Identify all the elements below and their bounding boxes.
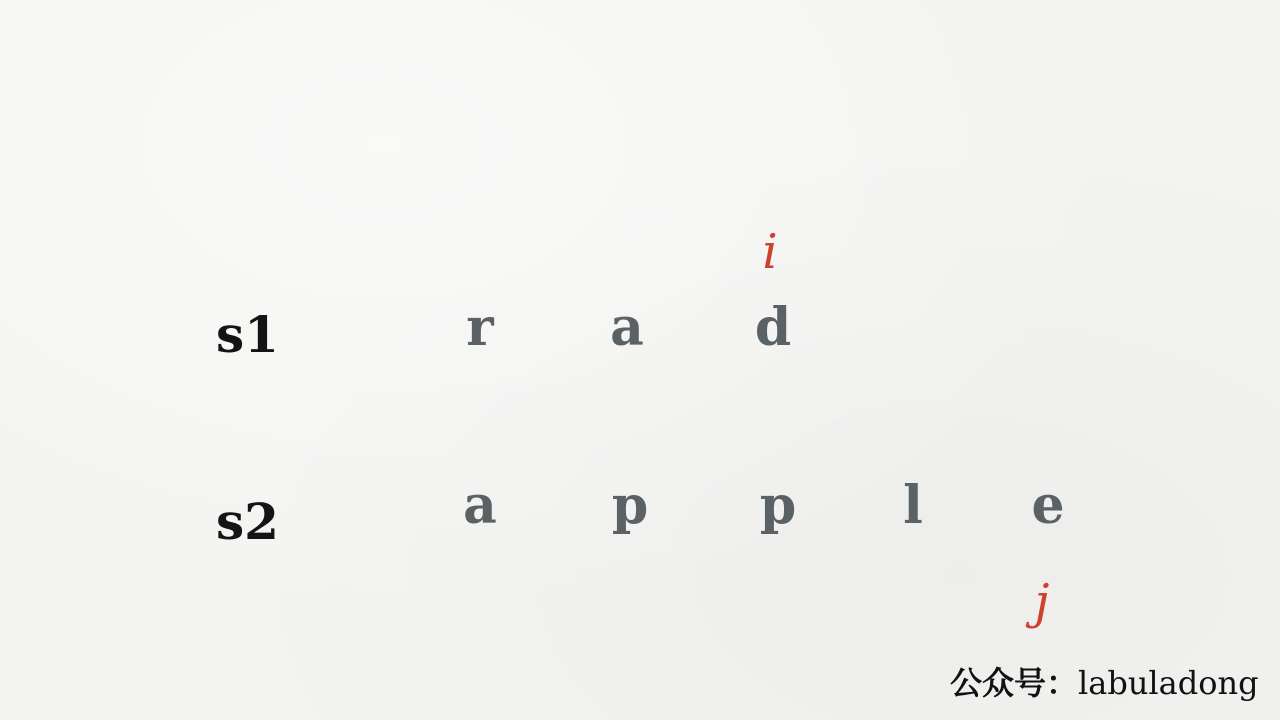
watermark-prefix: 公众号：	[950, 664, 1079, 702]
s1-char-d: d	[754, 297, 792, 358]
watermark-handle: labuladong	[1078, 664, 1259, 702]
watermark	[950, 664, 1259, 702]
s2-label: s2	[216, 492, 279, 551]
s1-label: s1	[216, 305, 279, 364]
s2-char-a: a	[463, 475, 497, 536]
s1-char-a: a	[610, 297, 644, 358]
s2-char-p1: p	[611, 475, 649, 536]
pointer-j: j	[1034, 574, 1050, 630]
s2-char-p2: p	[759, 475, 797, 536]
pointer-i: i	[762, 224, 778, 280]
s1-char-r: r	[466, 297, 494, 358]
s2-char-l: l	[903, 475, 923, 536]
s2-char-e: e	[1031, 475, 1065, 536]
